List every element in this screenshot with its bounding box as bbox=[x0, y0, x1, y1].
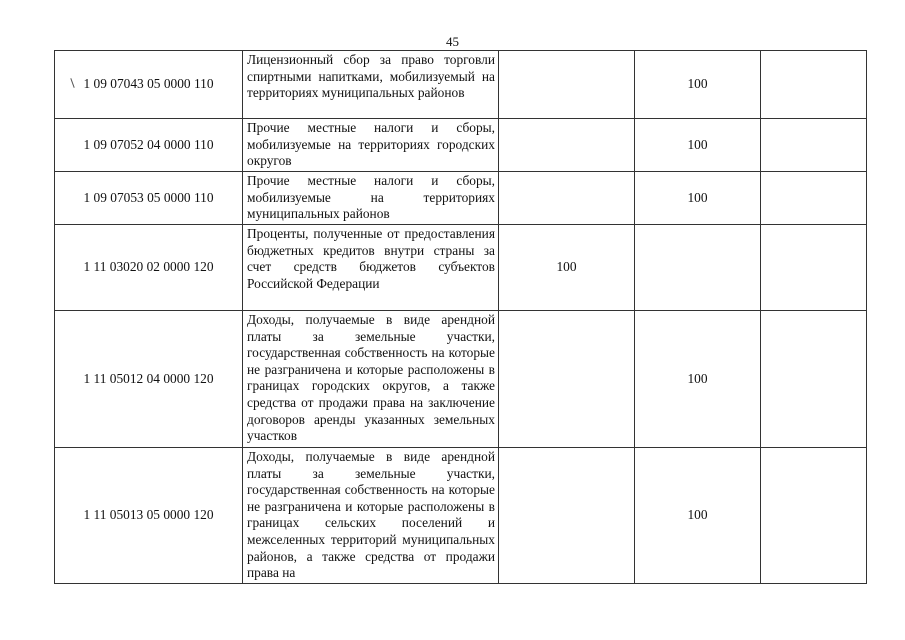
page-number: 45 bbox=[446, 34, 459, 49]
value-cell-2: 100 bbox=[635, 172, 761, 225]
revenue-description: Проценты, полученные от предоставления бюджетных кредитов внутри страны за счет средств бюджетов субъектов Российской Федерации bbox=[243, 225, 499, 311]
value-cell-1 bbox=[499, 119, 635, 172]
revenue-description: Доходы, получаемые в виде арендной платы за земельные участки, государственная собственность на которые не разграничена и которые расположены в границах сельских поселений и межселенных территорий муниципальных районов, а также средства от продажи права на bbox=[243, 448, 499, 584]
table-row bbox=[55, 225, 867, 311]
budget-code: 1 11 03020 02 0000 120 bbox=[55, 225, 243, 311]
budget-code: 1 11 05013 05 0000 120 bbox=[55, 448, 243, 584]
value-cell-3 bbox=[761, 448, 867, 584]
value-cell-1 bbox=[499, 172, 635, 225]
budget-code: 1 09 07052 04 0000 110 bbox=[55, 119, 243, 172]
table-row bbox=[55, 311, 867, 448]
revenue-description: Лицензионный сбор за право торговли спиртными напитками, мобилизуемый на территориях муниципальных районов bbox=[243, 51, 499, 119]
value-cell-1 bbox=[499, 51, 635, 119]
value-cell-3 bbox=[761, 225, 867, 311]
value-cell-2 bbox=[635, 225, 761, 311]
value-cell-2: 100 bbox=[635, 51, 761, 119]
value-cell-3 bbox=[761, 172, 867, 225]
value-cell-3 bbox=[761, 51, 867, 119]
revenue-description: Доходы, получаемые в виде арендной платы за земельные участки, государственная собственность на которые не разграничена и которые расположены в границах городских округов, а также средства от продажи права на заключение договоров аренды указанных земельных участков bbox=[243, 311, 499, 448]
table-row bbox=[55, 172, 867, 225]
value-cell-1: 100 bbox=[499, 225, 635, 311]
budget-code: 1 09 07053 05 0000 110 bbox=[55, 172, 243, 225]
revenue-table bbox=[54, 50, 867, 584]
budget-code: 1 09 07043 05 0000 110 bbox=[55, 51, 243, 119]
table-row bbox=[55, 51, 867, 119]
value-cell-1 bbox=[499, 311, 635, 448]
value-cell-2: 100 bbox=[635, 119, 761, 172]
table-row bbox=[55, 448, 867, 584]
value-cell-1 bbox=[499, 448, 635, 584]
revenue-description: Прочие местные налоги и сборы, мобилизуемые на территориях муниципальных районов bbox=[243, 172, 499, 225]
budget-code: 1 11 05012 04 0000 120 bbox=[55, 311, 243, 448]
value-cell-2: 100 bbox=[635, 448, 761, 584]
revenue-description: Прочие местные налоги и сборы, мобилизуемые на территориях городских округов bbox=[243, 119, 499, 172]
table-row bbox=[55, 119, 867, 172]
value-cell-3 bbox=[761, 311, 867, 448]
value-cell-3 bbox=[761, 119, 867, 172]
value-cell-2: 100 bbox=[635, 311, 761, 448]
